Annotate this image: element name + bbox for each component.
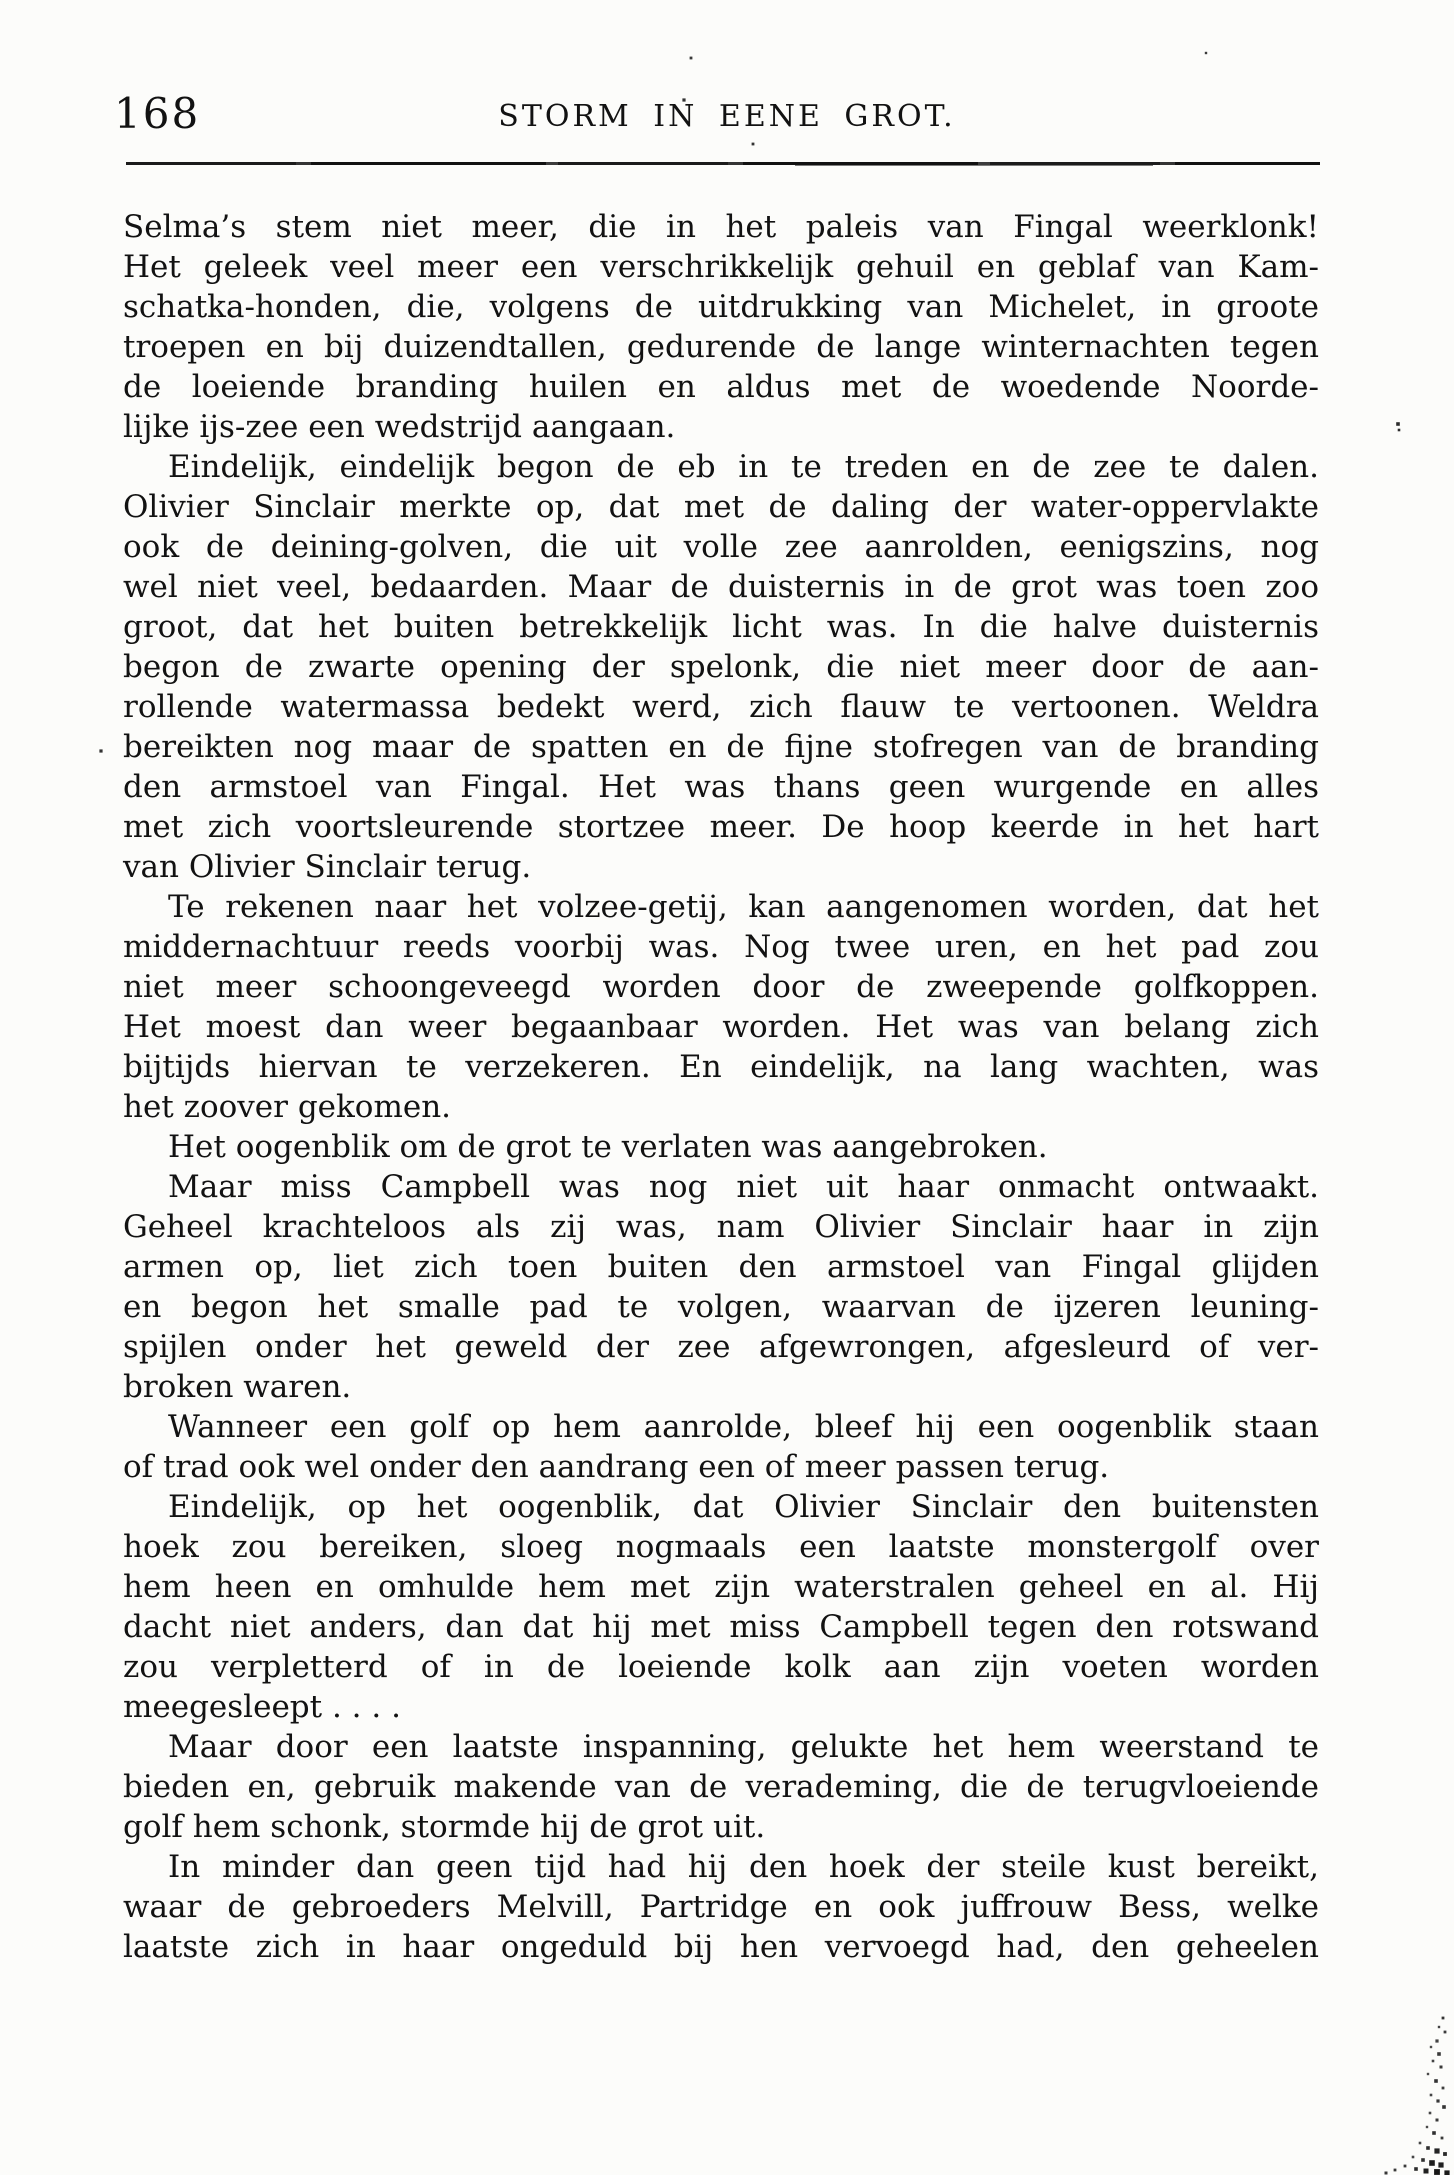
text-line: het zoover gekomen. — [123, 1089, 452, 1125]
text-line: dacht niet anders, dan dat hij met miss Campbell tegen den rotswand — [123, 1609, 1319, 1645]
text-line: en begon het smalle pad te volgen, waarvan de ijzeren leuning- — [123, 1289, 1319, 1325]
text-line: armen op, liet zich toen buiten den armstoel van Fingal glijden — [123, 1249, 1319, 1285]
text-line: of trad ook wel onder den aandrang een of meer passen terug. — [123, 1449, 1110, 1485]
scan-noise-speckles — [0, 0, 2, 2]
text-line: Te rekenen naar het volzee-getij, kan aangenomen worden, dat het — [168, 889, 1319, 925]
text-line: wel niet veel, bedaarden. Maar de duisternis in de grot was toen zoo — [123, 569, 1319, 605]
text-line: rollende watermassa bedekt werd, zich flauw te vertoonen. Weldra — [123, 689, 1319, 725]
text-line: bereikten nog maar de spatten en de fijne stofregen van de branding — [123, 729, 1319, 765]
text-line: groot, dat het buiten betrekkelijk licht was. In die halve duisternis — [123, 609, 1319, 645]
text-line: waar de gebroeders Melvill, Partridge en ook juffrouw Bess, welke — [123, 1889, 1319, 1925]
text-line: Wanneer een golf op hem aanrolde, bleef hij een oogenblik staan — [168, 1409, 1319, 1445]
text-line: Maar miss Campbell was nog niet uit haar onmacht ontwaakt. — [168, 1169, 1319, 1205]
text-line: middernachtuur reeds voorbij was. Nog twee uren, en het pad zou — [123, 929, 1319, 965]
text-line: lijke ijs-zee een wedstrijd aangaan. — [123, 409, 676, 445]
text-line: Het moest dan weer begaanbaar worden. Het was van belang zich — [123, 1009, 1319, 1045]
text-line: laatste zich in haar ongeduld bij hen vervoegd had, den geheelen — [123, 1929, 1319, 1965]
text-line: Olivier Sinclair merkte op, dat met de daling der water-oppervlakte — [123, 489, 1319, 525]
text-line: hem heen en omhulde hem met zijn waterstralen geheel en al. Hij — [123, 1569, 1319, 1605]
text-line: bijtijds hiervan te verzekeren. En eindelijk, na lang wachten, was — [123, 1049, 1319, 1085]
text-line: spijlen onder het geweld der zee afgewrongen, afgesleurd of ver- — [123, 1329, 1319, 1365]
text-line: hoek zou bereiken, sloeg nogmaals een laatste monstergolf over — [123, 1529, 1319, 1565]
text-line: Eindelijk, eindelijk begon de eb in te treden en de zee te dalen. — [168, 449, 1319, 485]
text-line: Het oogenblik om de grot te verlaten was aangebroken. — [168, 1129, 1048, 1165]
text-line: Geheel krachteloos als zij was, nam Olivier Sinclair haar in zijn — [123, 1209, 1319, 1245]
text-line: golf hem schonk, stormde hij de grot uit. — [123, 1809, 766, 1845]
body-text — [123, 207, 1319, 1967]
text-line: met zich voortsleurende stortzee meer. De hoop keerde in het hart — [123, 809, 1319, 845]
text-line: de loeiende branding huilen en aldus met de woedende Noorde- — [123, 369, 1319, 405]
text-line: van Olivier Sinclair terug. — [123, 849, 532, 885]
text-line: bieden en, gebruik makende van de verademing, die de terugvloeiende — [123, 1769, 1319, 1805]
page-header — [0, 89, 1454, 142]
text-line: schatka-honden, die, volgens de uitdrukking van Michelet, in groote — [123, 289, 1319, 325]
text-line: begon de zwarte opening der spelonk, die niet meer door de aan- — [123, 649, 1319, 685]
text-line: niet meer schoongeveegd worden door de zweepende golfkoppen. — [123, 969, 1319, 1005]
text-line: zou verpletterd of in de loeiende kolk aan zijn voeten worden — [123, 1649, 1319, 1685]
text-line: ook de deining-golven, die uit volle zee aanrolden, eenigszins, nog — [123, 529, 1319, 565]
text-line: Selma’s stem niet meer, die in het paleis van Fingal weerklonk! — [123, 209, 1319, 245]
header-rule — [126, 162, 1320, 165]
text-line: In minder dan geen tijd had hij den hoek der steile kust bereikt, — [168, 1849, 1319, 1885]
text-line: Eindelijk, op het oogenblik, dat Olivier Sinclair den buitensten — [168, 1489, 1319, 1525]
text-line: meegesleept . . . . — [123, 1689, 401, 1725]
text-line: broken waren. — [123, 1369, 352, 1405]
page-number: 168 — [114, 89, 201, 138]
text-line: troepen en bij duizendtallen, gedurende de lange winternachten tegen — [123, 329, 1319, 365]
running-head: STORM IN EENE GROT. — [498, 99, 956, 134]
text-line: den armstoel van Fingal. Het was thans geen wurgende en alles — [123, 769, 1319, 805]
text-line: Maar door een laatste inspanning, gelukte het hem weerstand te — [168, 1729, 1319, 1765]
text-line: Het geleek veel meer een verschrikkelijk gehuil en geblaf van Kam- — [123, 249, 1319, 285]
